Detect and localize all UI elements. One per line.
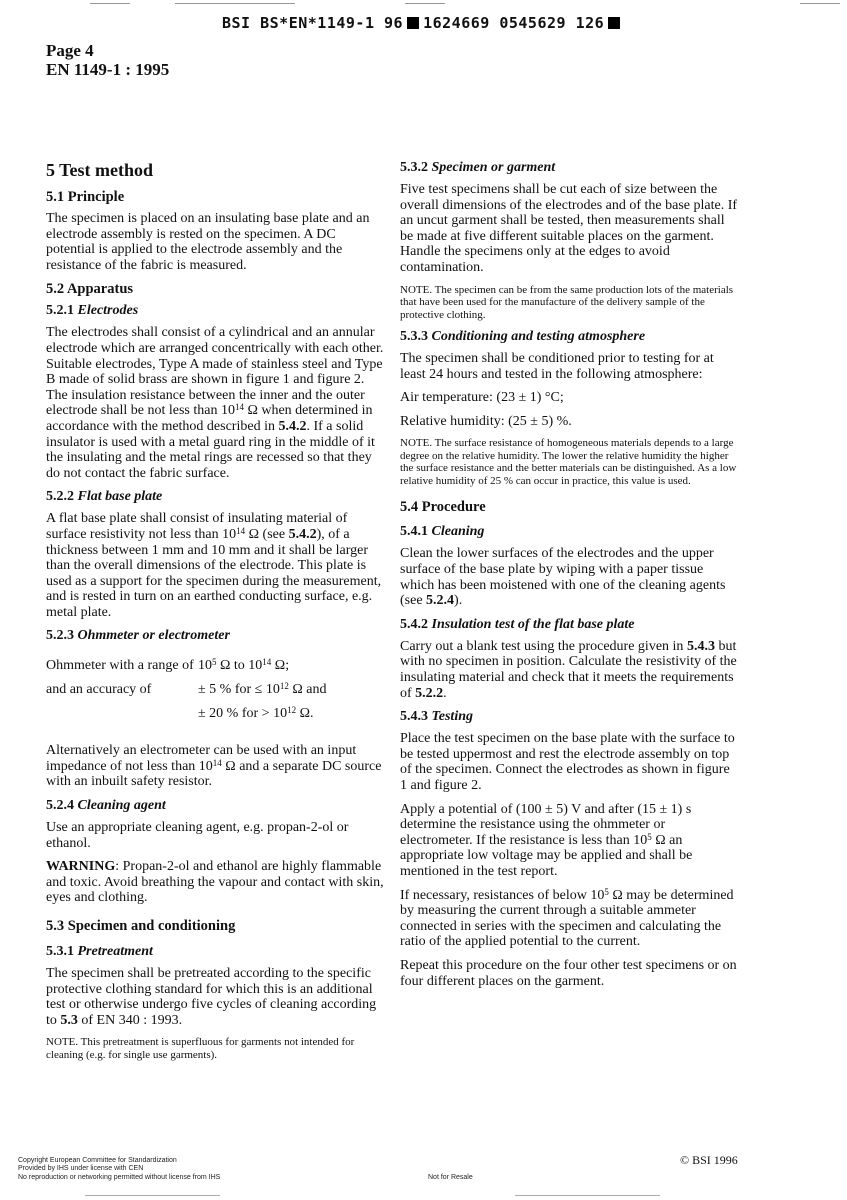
scan-artifact-top [0,0,847,8]
warning-text: WARNING: Propan-2-ol and ethanol are highly flammable and toxic. Avoid breathing the vapour and contact with skin, eyes and clothing. [46,859,384,906]
section-5-4-3-paragraph-4: Repeat this procedure on the four other test specimens or on four different places on the garment. [400,957,737,989]
section-5-1-heading: 5.1 Principle [46,189,125,205]
section-5-2-2-heading: 5.2.2 Flat base plate [46,489,163,505]
section-5-4-3-paragraph-1: Place the test specimen on the base plate with the surface to be tested uppermost and rest the electrode assembly on top of the specimen. Connect the electrodes as shown in figure 1 and figure 2. [400,731,735,793]
cross-reference: 5.4.2 [288,526,317,542]
section-5-3-1-note: NOTE. This pretreatment is superfluous for garments not intended for cleaning (e.g. for single use garments). [46,1036,355,1061]
relative-humidity: Relative humidity: (25 ± 5) %. [400,413,572,429]
section-5-3-3-text: The specimen shall be conditioned prior to testing for at least 24 hours and tested in the following atmosphere: [400,351,714,382]
accuracy-label: and an accuracy of [46,682,152,698]
cross-reference: 5.4.3 [686,638,715,654]
accuracy-value-1: ± 5 % for ≤ $10^{12}$ Ω and [198,681,327,698]
section-5-2-3-heading: 5.2.3 Ohmmeter or electrometer [46,628,230,644]
section-5-2-1-text: The electrodes shall consist of a cylindrical and an annular electrode which are arranged concentrically with each other. Suitable electrodes, Type A made of stainless steel and Type B made of solid brass are shown in figure 1 and figure 2. The insulation resistance between the inner and the outer electrode shall be not less than $10^{14}$ Ω when determined in accordance with the method described in 5.4.2. If a solid insulator is used with a metal guard ring in the middle of it the insulating and the metal rings are recessed so that they do not contact the fabric surface. [46,325,384,481]
standard-number: EN 1149-1 : 1995 [46,60,170,79]
black-square-mark [608,17,620,29]
warning-label: WARNING [46,859,116,875]
section-5-2-2-text: A flat base plate shall consist of insulating material of surface resistivity not less than $10^{14}$ Ω (see 5.4.2), of a thickness between 1 mm and 10 mm and it shall be larger than the overall dimensions of the electrode. This plate is used as a support for the specimen during the measurement, and is rested in turn on an earthed conducting surface, e.g. metal plate. [46,511,382,620]
range-value: $10^5$ Ω to $10^{14}$ Ω; [198,657,290,674]
section-5-3-2-note: NOTE. The specimen can be from the same production lots of the materials that have been used for the manufacture of the delivery sample of the protective clothing. [400,283,734,321]
section-5-1-text: The specimen is placed on an insulating base plate and an electrode assembly is rested on the specimen. A DC potential is applied to the electrode assembly and the resistance of the fabric is measured. [46,211,370,273]
section-5-3-3-note: NOTE. The surface resistance of homogeneous materials depends to a large degree on the relative humidity. The lower the relative humidity the higher the surface resistance and the better materials can be distinguished. As a low relative humidity of 25 % can occur in practice, this value is used. [400,437,737,487]
section-5-4-2-heading: 5.4.2 Insulation test of the flat base plate [400,616,635,632]
section-5-3-2-heading: 5.3.2 Specimen or garment [400,160,556,175]
section-5-4-1-text: Clean the lower surfaces of the electrodes and the upper surface of the base plate by wiping with a paper tissue which has been moistened with one of the cleaning agents (see 5.2.4). [400,546,726,609]
footer-license-notice [18,1157,220,1182]
section-5-4-heading: 5.4 Procedure [400,499,486,516]
scan-artifact-bottom [0,1195,847,1197]
section-5-2-4-text: Use an appropriate cleaning agent, e.g. propan-2-ol or ethanol. [46,820,349,851]
section-5-3-1-heading: 5.3.1 Pretreatment [46,944,153,959]
footer-copyright-line: Copyright European Committee for Standardization [18,1157,177,1164]
section-5-heading: 5 Test method [46,160,154,180]
ohmmeter-spec-table [46,658,386,721]
section-5-3-heading: 5.3 Specimen and conditioning [46,918,236,934]
section-5-4-3-heading: 5.4.3 Testing [400,709,473,725]
cross-reference: 5.3 [60,1012,78,1028]
section-5-2-3-text: Alternatively an electrometer can be used with an input impedance of not less than $10^{14}$ Ω and a separate DC source with an inbuilt safety resistor. [46,743,382,790]
document-code-header [222,14,624,32]
page-header [46,41,169,79]
section-5-2-1-heading: 5.2.1 Electrodes [46,303,139,319]
footer-provider-line: Provided by IHS under license with CEN [18,1165,144,1173]
black-square-mark [407,17,419,29]
page-number: Page 4 [46,41,94,60]
document-barcode-number: 1624669 0545629 126 [423,14,605,32]
accuracy-value-2: ± 20 % for > $10^{12}$ Ω. [198,704,314,721]
section-5-4-1-heading: 5.4.1 Cleaning [400,524,485,540]
cross-reference: 5.2.2 [415,685,444,701]
section-5-4-3-paragraph-3: If necessary, resistances of below $10^5$ Ω may be determined by measuring the current through a suitable ammeter connected in series with the specimen and calculating the ratio of the applied potential to the current. [400,886,734,950]
section-5-4-3-paragraph-2: Apply a potential of (100 ± 5) V and after (15 ± 1) s determine the resistance using the ohmmeter or electrometer. If the resistance is less than $10^5$ Ω an appropriate low voltage may be applied and shall be mentioned in the test report. [400,801,693,879]
section-5-3-3-heading: 5.3.3 Conditioning and testing atmosphere [400,329,646,345]
document-code: BSI BS*EN*1149-1 96 [222,14,404,32]
left-column [46,160,386,1069]
bsi-copyright: © BSI 1996 [680,1153,738,1167]
section-5-2-heading: 5.2 Apparatus [46,281,134,298]
air-temperature: Air temperature: (23 ± 1) °C; [400,390,564,406]
section-5-2-4-heading: 5.2.4 Cleaning agent [46,798,166,814]
range-label: Ohmmeter with a range of [46,658,194,674]
section-5-4-2-text: Carry out a blank test using the procedure given in 5.4.3 but with no specimen in position. Calculate the resistivity of the insulating material and check that it meets the requirements of 5.2.2. [400,638,737,701]
not-for-resale-notice: Not for Resale [428,1174,473,1181]
footer-reproduction-line: No reproduction or networking permitted without license from IHS [18,1173,221,1181]
cross-reference: 5.4.2 [278,418,307,434]
section-5-3-1-text: The specimen shall be pretreated according to the specific protective clothing standard for which this is an additional test or otherwise undergo five cycles of cleaning according to 5.3 of EN 340 : 1993. [46,966,377,1028]
right-column [400,160,740,997]
cross-reference: 5.2.4 [426,593,455,609]
section-5-3-2-text: Five test specimens shall be cut each of size between the overall dimensions of the electrodes and of the base plate. If an uncut garment shall be tested, then measurements shall be made at five different suitable places on the garment. Handle the specimens only at the edges to avoid contamination. [400,182,738,275]
